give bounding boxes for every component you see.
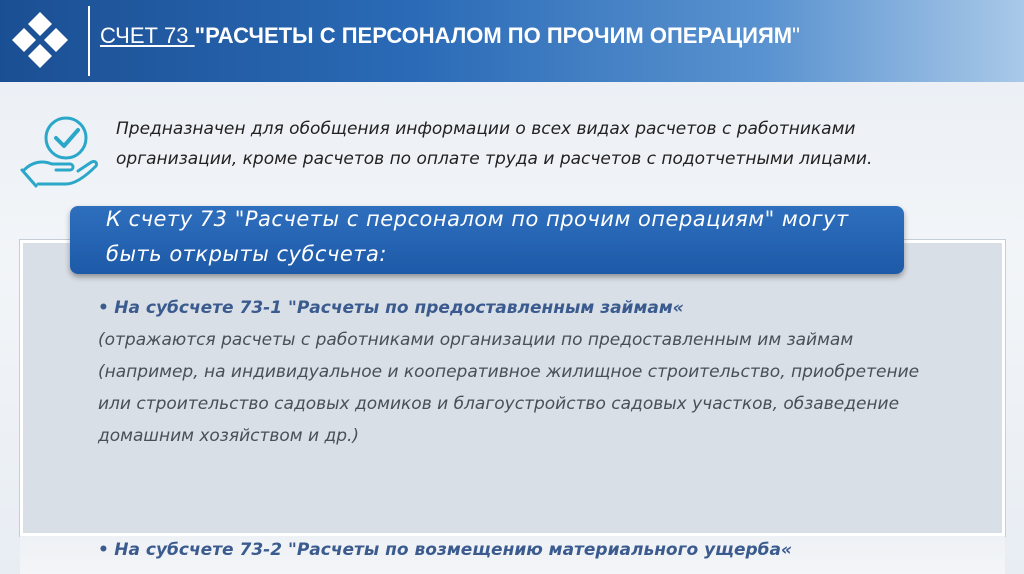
subaccount-heading: На субсчете 73-2 "Расчеты по возмещению материального ущерба«: [114, 540, 793, 560]
subaccount-heading: На субсчете 73-1 "Расчеты по предоставленным займам«: [114, 298, 684, 318]
subaccounts-banner: [70, 206, 904, 274]
company-logo-icon: [8, 6, 72, 70]
slide-title: [100, 20, 800, 52]
bullet-icon: •: [98, 540, 109, 560]
bullet-icon: •: [98, 298, 109, 318]
title-prefix: СЧЕТ 73: [100, 23, 195, 48]
subaccount-item: [98, 534, 938, 566]
header-bar: [0, 0, 1024, 82]
subaccount-item: [98, 292, 938, 452]
intro-text-box: [116, 114, 876, 204]
hand-checkmark-icon: [18, 108, 102, 192]
intro-text: Предназначен для обобщения информации о всех видах расчетов с работниками организации, кроме расчетов по оплате труда и расчетов с подотчетными лицами.: [116, 119, 873, 169]
subaccount-body: (отражаются расчеты с работниками организации по предоставленным им займам (например, на индивидуальное и кооперативное жилищное строительство, приобретение или строительство садовых домиков и благоустройство садовых участков, обзаведение домашним хозяйством и др.): [98, 330, 920, 446]
header-divider: [88, 6, 90, 76]
title-main: "РАСЧЕТЫ С ПЕРСОНАЛОМ ПО ПРОЧИМ ОПЕРАЦИЯМ: [194, 23, 793, 48]
title-suffix: ": [792, 23, 800, 48]
banner-text: К счету 73 "Расчеты с персоналом по прочим операциям" могут быть открыты субсчета:: [106, 207, 849, 266]
